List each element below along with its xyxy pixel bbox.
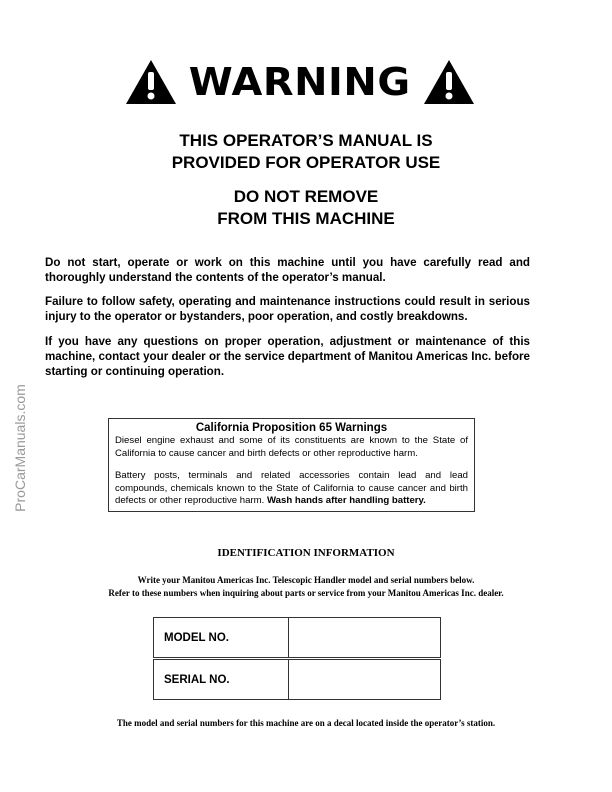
- serial-label: SERIAL NO.: [154, 659, 289, 700]
- heading-line: FROM THIS MACHINE: [217, 209, 395, 228]
- heading-line: PROVIDED FOR OPERATOR USE: [171, 153, 441, 172]
- paragraph-read-manual: Do not start, operate or work on this machine until you have carefully read and thoroughly understand the contents of the operator’s manual.: [45, 256, 530, 284]
- model-number-field[interactable]: [289, 618, 441, 659]
- warning-banner: [125, 58, 475, 106]
- warning-triangle-icon: [423, 59, 475, 105]
- identification-instructions: [0, 574, 612, 600]
- heading-line: DO NOT REMOVE: [233, 187, 379, 206]
- wash-hands-text: Wash hands after handling battery.: [266, 495, 426, 506]
- identification-title: IDENTIFICATION INFORMATION: [217, 547, 395, 559]
- serial-number-field[interactable]: [289, 659, 441, 700]
- do-not-remove-notice: [0, 186, 612, 230]
- table-row: [154, 618, 441, 659]
- prop65-box: [108, 418, 475, 512]
- instruction-line: Refer to these numbers when inquiring about parts or service from your Manitou Americas Inc. dealer.: [108, 588, 504, 598]
- model-label: MODEL NO.: [154, 618, 289, 659]
- paragraph-safety: Failure to follow safety, operating and maintenance instructions could result in serious injury to the operator or bystanders, poor operation, and costly breakdowns.: [45, 295, 530, 323]
- identification-table: [153, 617, 441, 700]
- decal-note: The model and serial numbers for this machine are on a decal located inside the operator’s station.: [116, 718, 496, 728]
- warning-title: WARNING: [189, 60, 411, 104]
- instruction-line: Write your Manitou Americas Inc. Telescopic Handler model and serial numbers below.: [137, 575, 475, 585]
- battery-text: Battery posts, terminals and related accessories contain lead and lead compounds, chemicals known to the State of California to cause cancer and birth defects or other reproductive harm.: [115, 470, 468, 506]
- prop65-title: California Proposition 65 Warnings: [195, 422, 388, 434]
- heading-line: THIS OPERATOR’S MANUAL IS: [179, 131, 433, 150]
- manual-notice: [0, 130, 612, 174]
- table-row: [154, 659, 441, 700]
- paragraph-questions: If you have any questions on proper operation, adjustment or maintenance of this machine, contact your dealer or the service department of Manitou Americas Inc. before starting or continuing operation.: [45, 335, 530, 378]
- warning-triangle-icon: [125, 59, 177, 105]
- prop65-battery-text: [115, 470, 468, 508]
- watermark: ProCarManuals.com: [12, 384, 28, 512]
- prop65-diesel-text: Diesel engine exhaust and some of its constituents are known to the State of California to cause cancer and birth defects or other reproductive harm.: [115, 435, 468, 459]
